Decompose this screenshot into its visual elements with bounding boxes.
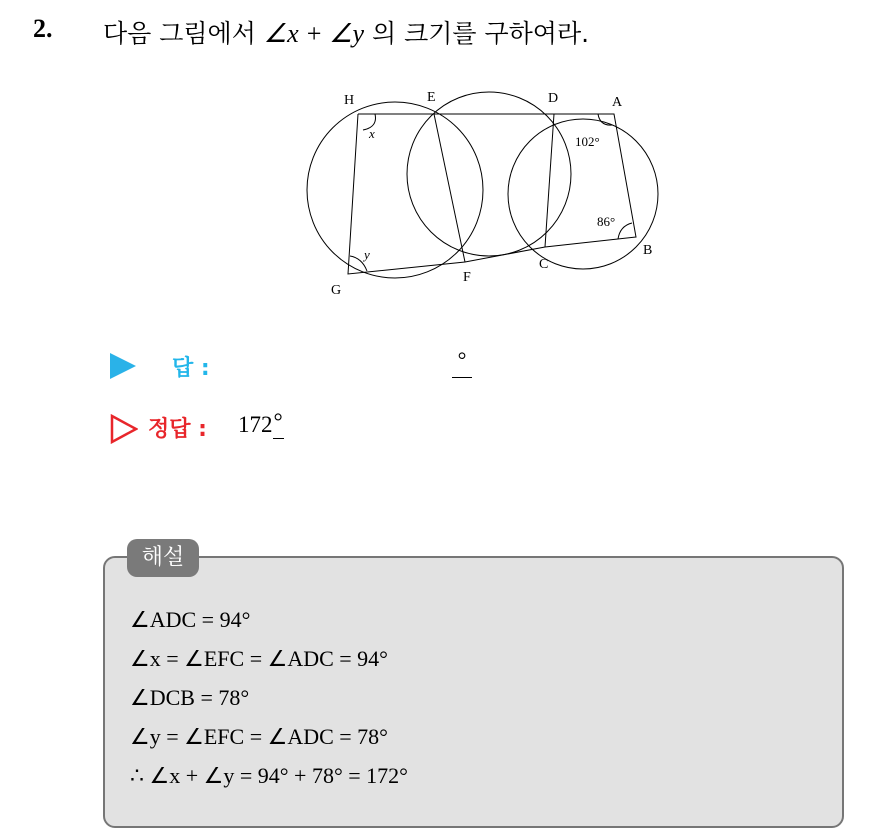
answer-blank[interactable]: ° bbox=[452, 349, 472, 378]
correct-value: 172 bbox=[238, 412, 273, 437]
correct-unit: ° bbox=[273, 412, 284, 439]
angle-arc-102 bbox=[598, 114, 612, 125]
angle-x-label: x bbox=[369, 126, 375, 141]
angle-86-label: 86° bbox=[597, 214, 616, 229]
solution-lines bbox=[130, 600, 408, 795]
angle-102-label: 102° bbox=[575, 134, 600, 149]
question-text-after: 의 크기를 구하여라. bbox=[364, 19, 590, 48]
question-math: ∠x + ∠y bbox=[263, 19, 365, 48]
segment-ef bbox=[434, 114, 465, 262]
label-C: C bbox=[539, 257, 549, 272]
geometry-figure bbox=[300, 80, 680, 305]
label-A: A bbox=[612, 95, 623, 110]
label-F: F bbox=[463, 270, 471, 285]
question-text-before: 다음 그림에서 bbox=[103, 19, 264, 48]
question-text bbox=[103, 14, 589, 50]
solution-line-1: ∠ADC = 94° bbox=[130, 607, 251, 632]
label-H: H bbox=[344, 93, 355, 108]
answer-label: 답 : bbox=[172, 356, 210, 381]
label-D: D bbox=[548, 91, 559, 106]
circle-left bbox=[307, 102, 483, 278]
solution-line-3: ∠DCB = 78° bbox=[130, 685, 250, 710]
correct-answer-row bbox=[110, 410, 610, 446]
label-B: B bbox=[643, 243, 653, 258]
answer-row bbox=[110, 347, 610, 383]
label-E: E bbox=[427, 90, 436, 105]
circles-diagram bbox=[300, 80, 680, 305]
solution-tab: 해설 bbox=[127, 539, 199, 577]
solution-line-4: ∠y = ∠EFC = ∠ADC = 78° bbox=[130, 724, 388, 749]
segment-dc bbox=[545, 114, 554, 247]
correct-label: 정답 : bbox=[148, 417, 207, 442]
label-G: G bbox=[331, 283, 342, 298]
question-number: 2. bbox=[33, 14, 53, 43]
play-triangle-icon bbox=[110, 353, 136, 379]
angle-y-label: y bbox=[364, 247, 370, 262]
outline-triangle-icon bbox=[110, 414, 138, 444]
angle-arc-86 bbox=[618, 223, 632, 239]
correct-value-wrap bbox=[238, 409, 284, 439]
solution-line-2: ∠x = ∠EFC = ∠ADC = 94° bbox=[130, 646, 388, 671]
solution-line-5: ∴ ∠x + ∠y = 94° + 78° = 172° bbox=[130, 763, 408, 788]
